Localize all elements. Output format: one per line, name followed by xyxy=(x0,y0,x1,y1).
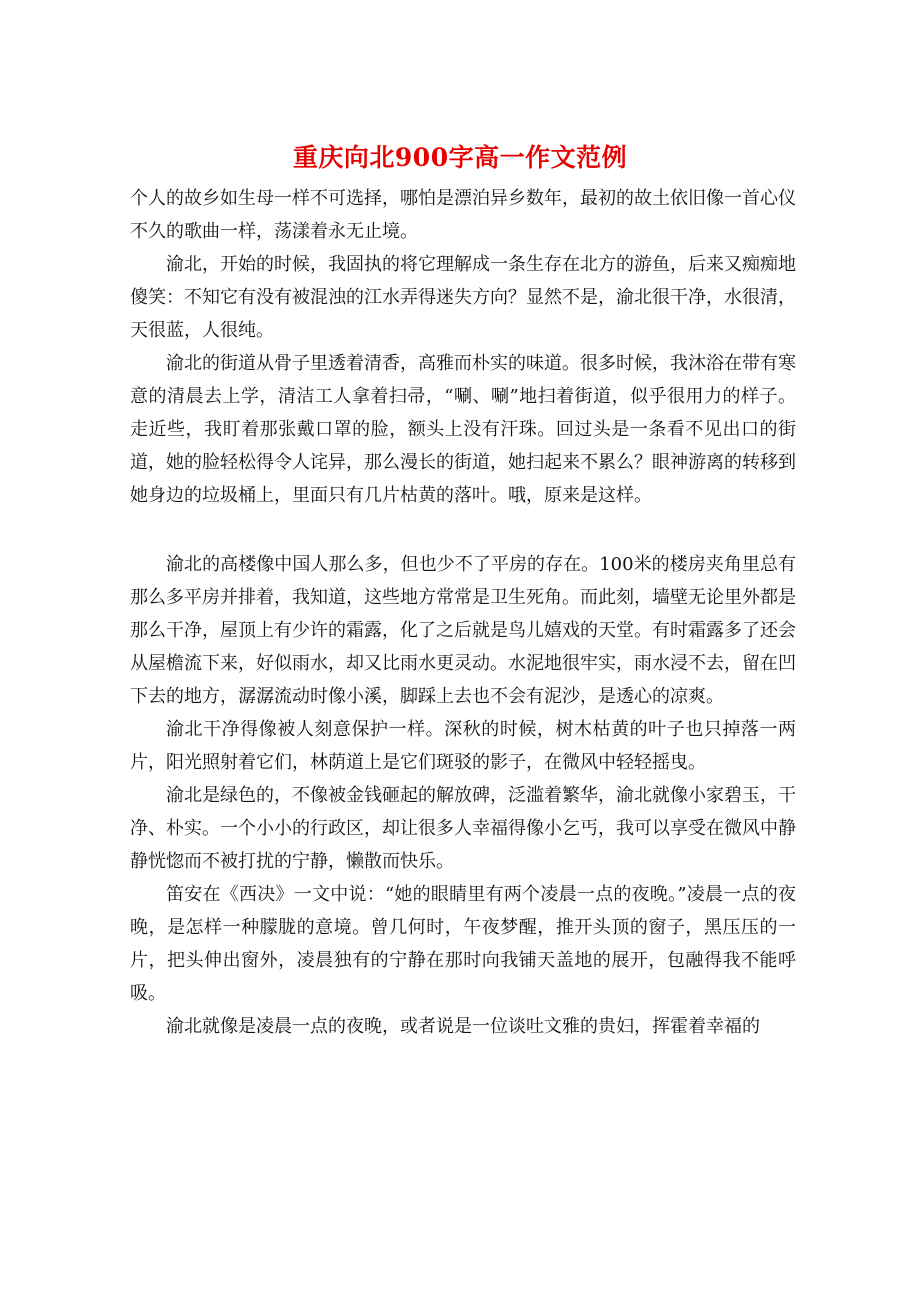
document-title: 重庆向北900字高一作文范例 xyxy=(292,143,628,172)
paragraph-7: 笛安在《西决》一文中说：“她的眼睛里有两个凌晨一点的夜晚。”凌晨一点的夜晚，是怎样一种朦胧的意境。曾几何时，午夜梦醒，推开头顶的窗子，黑压压的一片，把头伸出窗外，凌晨独有的宁静在那时向我铺天盖地的展开，包融得我不能呼吸。 xyxy=(130,884,796,1004)
paragraph-3: 渝北的街道从骨子里透着清香，高雅而朴实的味道。很多时候，我沐浴在带有寒意的清晨去上学，清洁工人拿着扫帚，“唰、唰”地扫着街道，似乎很用力的样子。走近些，我盯着那张戴口罩的脸，额头上没有汗珠。回过头是一条看不见出口的街道，她的脸轻松得令人诧异，那么漫长的街道，她扫起来不累么？眼神游离的转移到她身边的垃圾桶上，里面只有几片枯黄的落叶。哦，原来是这样。 xyxy=(130,353,796,506)
document-body xyxy=(130,182,796,1043)
paragraph-8: 渝北就像是凌晨一点的夜晚，或者说是一位谈吐文雅的贵妇，挥霍着幸福的 xyxy=(166,1016,760,1037)
paragraph-2: 渝北，开始的时候，我固执的将它理解成一条生存在北方的游鱼，后来又痴痴地傻笑：不知它有没有被混浊的江水弄得迷失方向？显然不是，渝北很干净，水很清，天很蓝，人很纯。 xyxy=(130,254,796,341)
paragraph-5: 渝北干净得像被人刻意保护一样。深秋的时候，树木枯黄的叶子也只掉落一两片，阳光照射着它们，林荫道上是它们斑驳的影子，在微风中轻轻摇曳。 xyxy=(130,719,796,773)
paragraph-4: 渝北的高楼像中国人那么多，但也少不了平房的存在。100米的楼房夹角里总有那么多平房并排着，我知道，这些地方常常是卫生死角。而此刻，墙壁无论里外都是那么干净，屋顶上有少许的霜露，化了之后就是鸟儿嬉戏的天堂。有时霜露多了还会从屋檐流下来，好似雨水，却又比雨水更灵动。水泥地很牢实，雨水浸不去，留在凹下去的地方，潺潺流动时像小溪，脚踩上去也不会有泥沙，是透心的凉爽。 xyxy=(130,554,796,707)
paragraph-1: 个人的故乡如生母一样不可选择，哪怕是漂泊异乡数年，最初的故土依旧像一首心仪不久的歌曲一样，荡漾着永无止境。 xyxy=(130,188,796,242)
paragraph-gap xyxy=(130,512,796,548)
paragraph-6: 渝北是绿色的，不像被金钱砸起的解放碑，泛滥着繁华，渝北就像小家碧玉，干净、朴实。一个小小的行政区，却让很多人幸福得像小乞丐，我可以享受在微风中静静恍惚而不被打扰的宁静，懒散而快乐。 xyxy=(130,785,796,872)
